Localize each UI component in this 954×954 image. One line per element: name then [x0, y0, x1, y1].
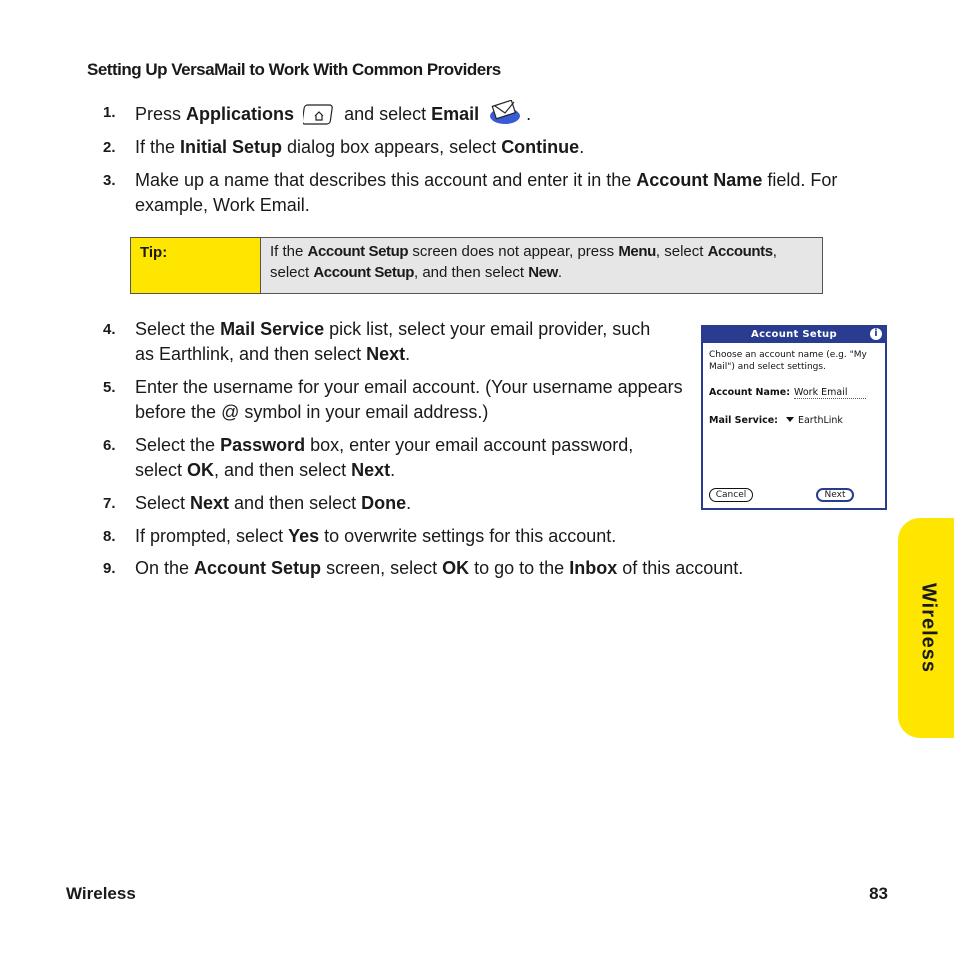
- step-number: 9.: [103, 560, 116, 577]
- step-text: screen, select: [321, 558, 443, 578]
- step-bold: Account Setup: [194, 558, 322, 578]
- step-3: [103, 168, 883, 218]
- cancel-button[interactable]: Cancel: [709, 488, 753, 502]
- step-number: 1.: [103, 104, 116, 121]
- step-text: box, enter your email account password, select: [135, 435, 634, 480]
- step-text: Select the: [135, 435, 221, 455]
- step-9: [103, 556, 883, 581]
- step-text: Select the: [135, 319, 221, 339]
- account-name-row: [709, 387, 866, 399]
- step-text: .: [405, 344, 411, 364]
- mail-service-label: Mail Service:: [709, 415, 778, 426]
- step-1: [103, 100, 531, 133]
- step-text: , and then select: [214, 460, 352, 480]
- page-number: 83: [869, 884, 888, 903]
- footer-section: Wireless: [66, 884, 136, 903]
- step-bold: Applications: [186, 104, 295, 124]
- step-text: to overwrite settings for this account.: [319, 526, 617, 546]
- step-text: Press: [135, 104, 187, 124]
- step-text: to go to the: [469, 558, 570, 578]
- tip-box: [130, 237, 823, 294]
- step-text: On the: [135, 558, 195, 578]
- step-number: 3.: [103, 172, 116, 189]
- step-5: [103, 375, 683, 425]
- home-icon: [303, 102, 335, 133]
- step-text: .: [526, 104, 532, 124]
- step-text: and select: [344, 104, 432, 124]
- step-text: .: [406, 493, 412, 513]
- account-setup-title: Account Setup: [703, 327, 885, 343]
- step-text: Select: [135, 493, 191, 513]
- step-number: 6.: [103, 437, 116, 454]
- step-text: Enter the username for your email account. (Your username appears before the @ symbol in your email address.): [135, 377, 683, 422]
- step-text: .: [390, 460, 396, 480]
- account-setup-screen: [701, 325, 887, 510]
- step-bold: Account Name: [636, 170, 763, 190]
- step-6: [103, 433, 683, 483]
- info-icon[interactable]: i: [870, 328, 882, 340]
- step-8: [103, 524, 616, 549]
- step-text: and then select: [229, 493, 362, 513]
- step-bold: Initial Setup: [180, 137, 283, 157]
- section-heading: Setting Up VersaMail to Work With Common Providers: [87, 60, 501, 79]
- tip-label: Tip:: [131, 238, 261, 293]
- next-button[interactable]: Next: [816, 488, 854, 502]
- side-tab-label: Wireless: [917, 582, 940, 674]
- step-bold: Next: [190, 493, 230, 513]
- step-text: Make up a name that describes this account and enter it in the: [135, 170, 637, 190]
- step-bold: Done: [361, 493, 407, 513]
- step-number: 8.: [103, 528, 116, 545]
- step-number: 4.: [103, 321, 116, 338]
- step-4: [103, 317, 663, 367]
- step-text: If prompted, select: [135, 526, 289, 546]
- step-bold: Next: [366, 344, 406, 364]
- step-bold: OK: [442, 558, 470, 578]
- step-bold: Inbox: [569, 558, 618, 578]
- tip-text: If the Account Setup screen does not appear, press Menu, select Accounts, select Account Setup, and then select New.: [261, 238, 822, 293]
- step-bold: Password: [220, 435, 306, 455]
- step-text: pick list, select your email provider, such as Earthlink, and then select: [135, 319, 651, 364]
- step-text: of this account.: [617, 558, 744, 578]
- mail-service-picklist[interactable]: EarthLink: [797, 415, 843, 426]
- step-bold: Yes: [288, 526, 320, 546]
- step-7: [103, 491, 411, 516]
- step-text: If the: [135, 137, 181, 157]
- mail-service-row: [709, 415, 843, 426]
- step-bold: Email: [431, 104, 480, 124]
- account-name-label: Account Name:: [709, 387, 791, 398]
- account-setup-instructions: Choose an account name (e.g. "My Mail") and select settings.: [709, 350, 867, 372]
- step-number: 5.: [103, 379, 116, 396]
- account-name-field[interactable]: Work Email: [794, 387, 866, 399]
- step-2: [103, 135, 584, 160]
- step-bold: Mail Service: [220, 319, 325, 339]
- step-bold: Next: [351, 460, 391, 480]
- step-text: .: [579, 137, 585, 157]
- dropdown-arrow-icon[interactable]: [786, 417, 794, 422]
- step-number: 2.: [103, 139, 116, 156]
- step-bold: Continue: [501, 137, 580, 157]
- step-bold: OK: [187, 460, 215, 480]
- step-text: dialog box appears, select: [282, 137, 502, 157]
- step-number: 7.: [103, 495, 116, 512]
- envelope-icon: [488, 100, 522, 133]
- section-side-tab: [898, 518, 954, 738]
- step-text: field. For example, Work Email.: [135, 170, 838, 215]
